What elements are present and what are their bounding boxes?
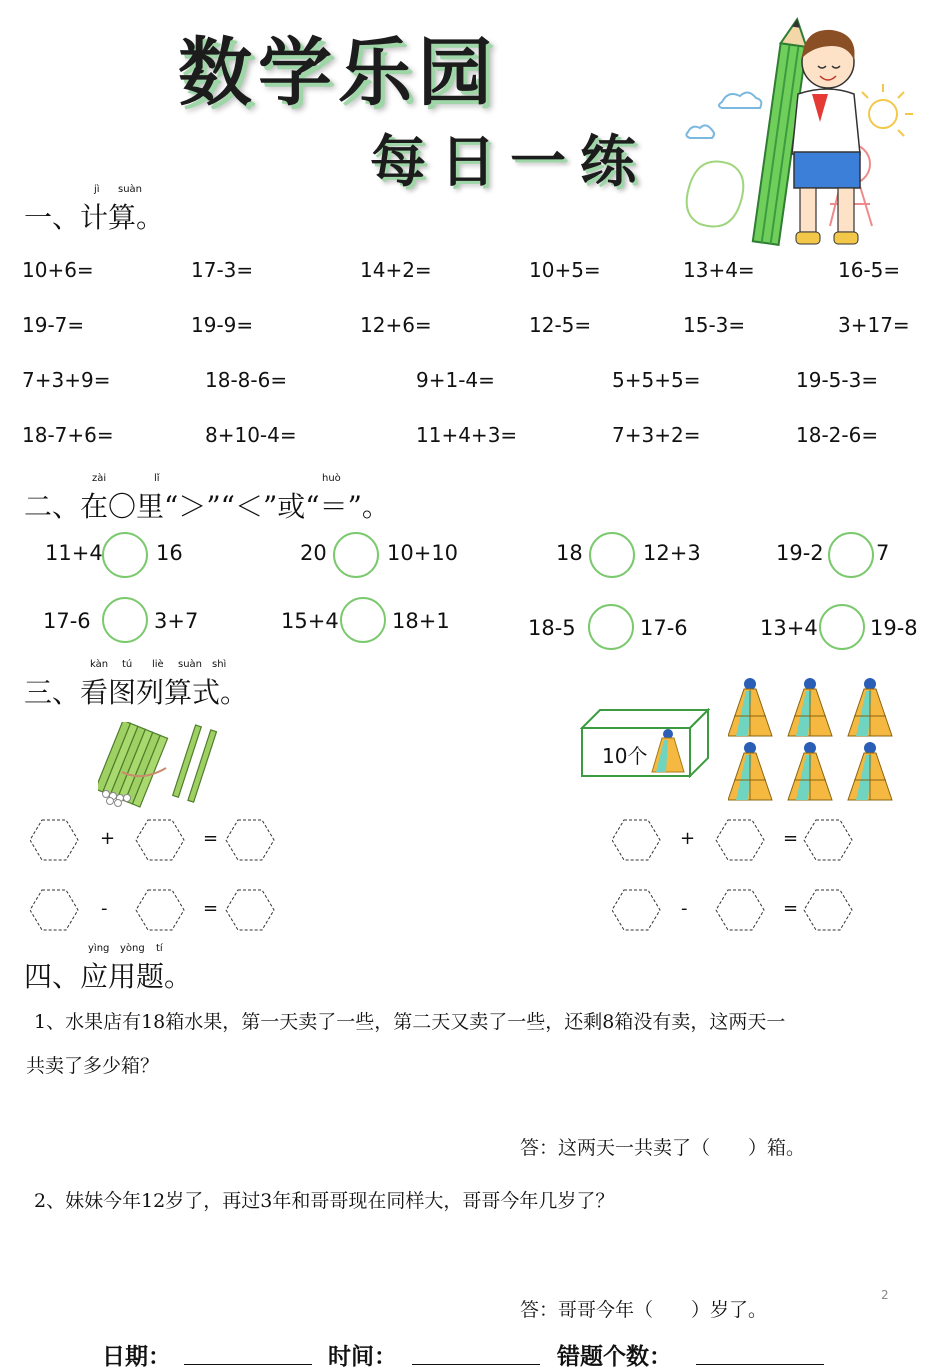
equals-sign: =: [783, 828, 799, 849]
shuttlecock-icon: [650, 728, 686, 776]
pinyin: kàn: [90, 659, 109, 670]
calc-item: 19-5-3=: [796, 368, 879, 392]
calc-item: 15-3=: [683, 313, 746, 337]
time-label: 时间：: [328, 1343, 397, 1370]
compare-answer-circle[interactable]: [340, 597, 386, 643]
calc-item: 14+2=: [360, 258, 432, 282]
date-blank[interactable]: [184, 1364, 312, 1365]
calc-item: 11+4+3=: [416, 423, 518, 447]
compare-answer-circle[interactable]: [589, 532, 635, 578]
section3-heading-text: 三、看图列算式。: [24, 676, 249, 709]
pinyin: liè: [152, 659, 164, 670]
shuttlecock-group-illustration: [728, 678, 898, 804]
pinyin: suàn: [178, 659, 203, 670]
section1-heading-text: 一、计算。: [24, 201, 165, 234]
errors-label: 错题个数：: [557, 1343, 672, 1370]
calc-item: 19-9=: [191, 313, 254, 337]
compare-left: 15+4: [281, 609, 339, 633]
compare-left: 20: [300, 541, 327, 565]
compare-answer-circle[interactable]: [828, 532, 874, 578]
section3-heading: [24, 659, 249, 711]
equals-sign: =: [203, 828, 219, 849]
calc-item: 19-7=: [22, 313, 85, 337]
date-label: 日期：: [102, 1343, 171, 1370]
page-subtitle: 每日一练: [370, 129, 650, 195]
problem2-answer: 答：哥哥今年（ ）岁了。: [520, 1299, 768, 1321]
calc-item: 17-3=: [191, 258, 254, 282]
pinyin: tí: [156, 943, 163, 954]
compare-right: 10+10: [387, 541, 459, 565]
pinyin: shì: [212, 659, 227, 670]
section4-heading-text: 四、应用题。: [24, 960, 193, 993]
compare-left: 17-6: [43, 609, 91, 633]
compare-right: 3+7: [154, 609, 199, 633]
compare-answer-circle[interactable]: [819, 604, 865, 650]
calc-item: 13+4=: [683, 258, 755, 282]
pinyin: yìng: [88, 943, 110, 954]
page-number: 2: [881, 1288, 889, 1302]
problem2-text: 2、妹妹今年12岁了，再过3年和哥哥现在同样大，哥哥今年几岁了？: [34, 1190, 615, 1212]
pinyin: huò: [322, 473, 341, 484]
compare-right: 19-8: [870, 616, 918, 640]
compare-answer-circle[interactable]: [102, 597, 148, 643]
problem1-line1: 1、水果店有18箱水果，第一天卖了一些，第二天又卖了一些，还剩8箱没有卖，这两天一: [34, 1011, 786, 1033]
compare-right: 16: [156, 541, 183, 565]
pinyin: zài: [92, 473, 107, 484]
minus-sign: -: [101, 898, 108, 919]
calc-item: 7+3+9=: [22, 368, 111, 392]
compare-left: 11+4: [45, 541, 103, 565]
calc-item: 16-5=: [838, 258, 901, 282]
compare-left: 13+4: [760, 616, 818, 640]
problem1-line2: 共卖了多少箱？: [26, 1055, 160, 1077]
calc-item: 10+5=: [529, 258, 601, 282]
boy-with-pencil-illustration: [680, 14, 920, 254]
calc-item: 9+1-4=: [416, 368, 495, 392]
compare-right: 18+1: [392, 609, 450, 633]
pinyin: suàn: [118, 184, 143, 195]
calc-item: 18-2-6=: [796, 423, 879, 447]
right-equation-blanks: [612, 818, 862, 938]
compare-left: 18: [556, 541, 583, 565]
compare-right: 12+3: [643, 541, 701, 565]
calc-item: 12-5=: [529, 313, 592, 337]
time-blank[interactable]: [412, 1364, 540, 1365]
compare-answer-circle[interactable]: [588, 604, 634, 650]
left-equation-blanks: [30, 818, 280, 938]
pinyin: tú: [122, 659, 133, 670]
pinyin: lǐ: [154, 473, 160, 484]
errors-blank[interactable]: [696, 1364, 824, 1365]
calc-item: 12+6=: [360, 313, 432, 337]
compare-answer-circle[interactable]: [333, 532, 379, 578]
calc-item: 7+3+2=: [612, 423, 701, 447]
equals-sign: =: [783, 898, 799, 919]
sticks-bundle-illustration: [98, 722, 238, 808]
section4-heading: [24, 943, 193, 995]
pinyin: jì: [94, 184, 100, 195]
calc-item: 3+17=: [838, 313, 910, 337]
calc-item: 18-8-6=: [205, 368, 288, 392]
plus-sign: +: [680, 828, 696, 849]
equals-sign: =: [203, 898, 219, 919]
page-title: 数学乐园: [178, 30, 498, 116]
compare-right: 17-6: [640, 616, 688, 640]
section1-heading: [24, 184, 165, 236]
minus-sign: -: [681, 898, 688, 919]
calc-item: 5+5+5=: [612, 368, 701, 392]
plus-sign: +: [100, 828, 116, 849]
calc-item: 18-7+6=: [22, 423, 114, 447]
section2-heading: [24, 473, 390, 525]
compare-left: 18-5: [528, 616, 576, 640]
section2-heading-text: 二、在〇里“＞”“＜”或“＝”。: [24, 490, 390, 523]
compare-left: 19-2: [776, 541, 824, 565]
problem1-answer: 答：这两天一共卖了（ ）箱。: [520, 1137, 806, 1159]
calc-item: 8+10-4=: [205, 423, 297, 447]
calc-item: 10+6=: [22, 258, 94, 282]
compare-right: 7: [876, 541, 890, 565]
box-label: 10个: [602, 744, 648, 768]
compare-answer-circle[interactable]: [102, 532, 148, 578]
pinyin: yòng: [120, 943, 145, 954]
